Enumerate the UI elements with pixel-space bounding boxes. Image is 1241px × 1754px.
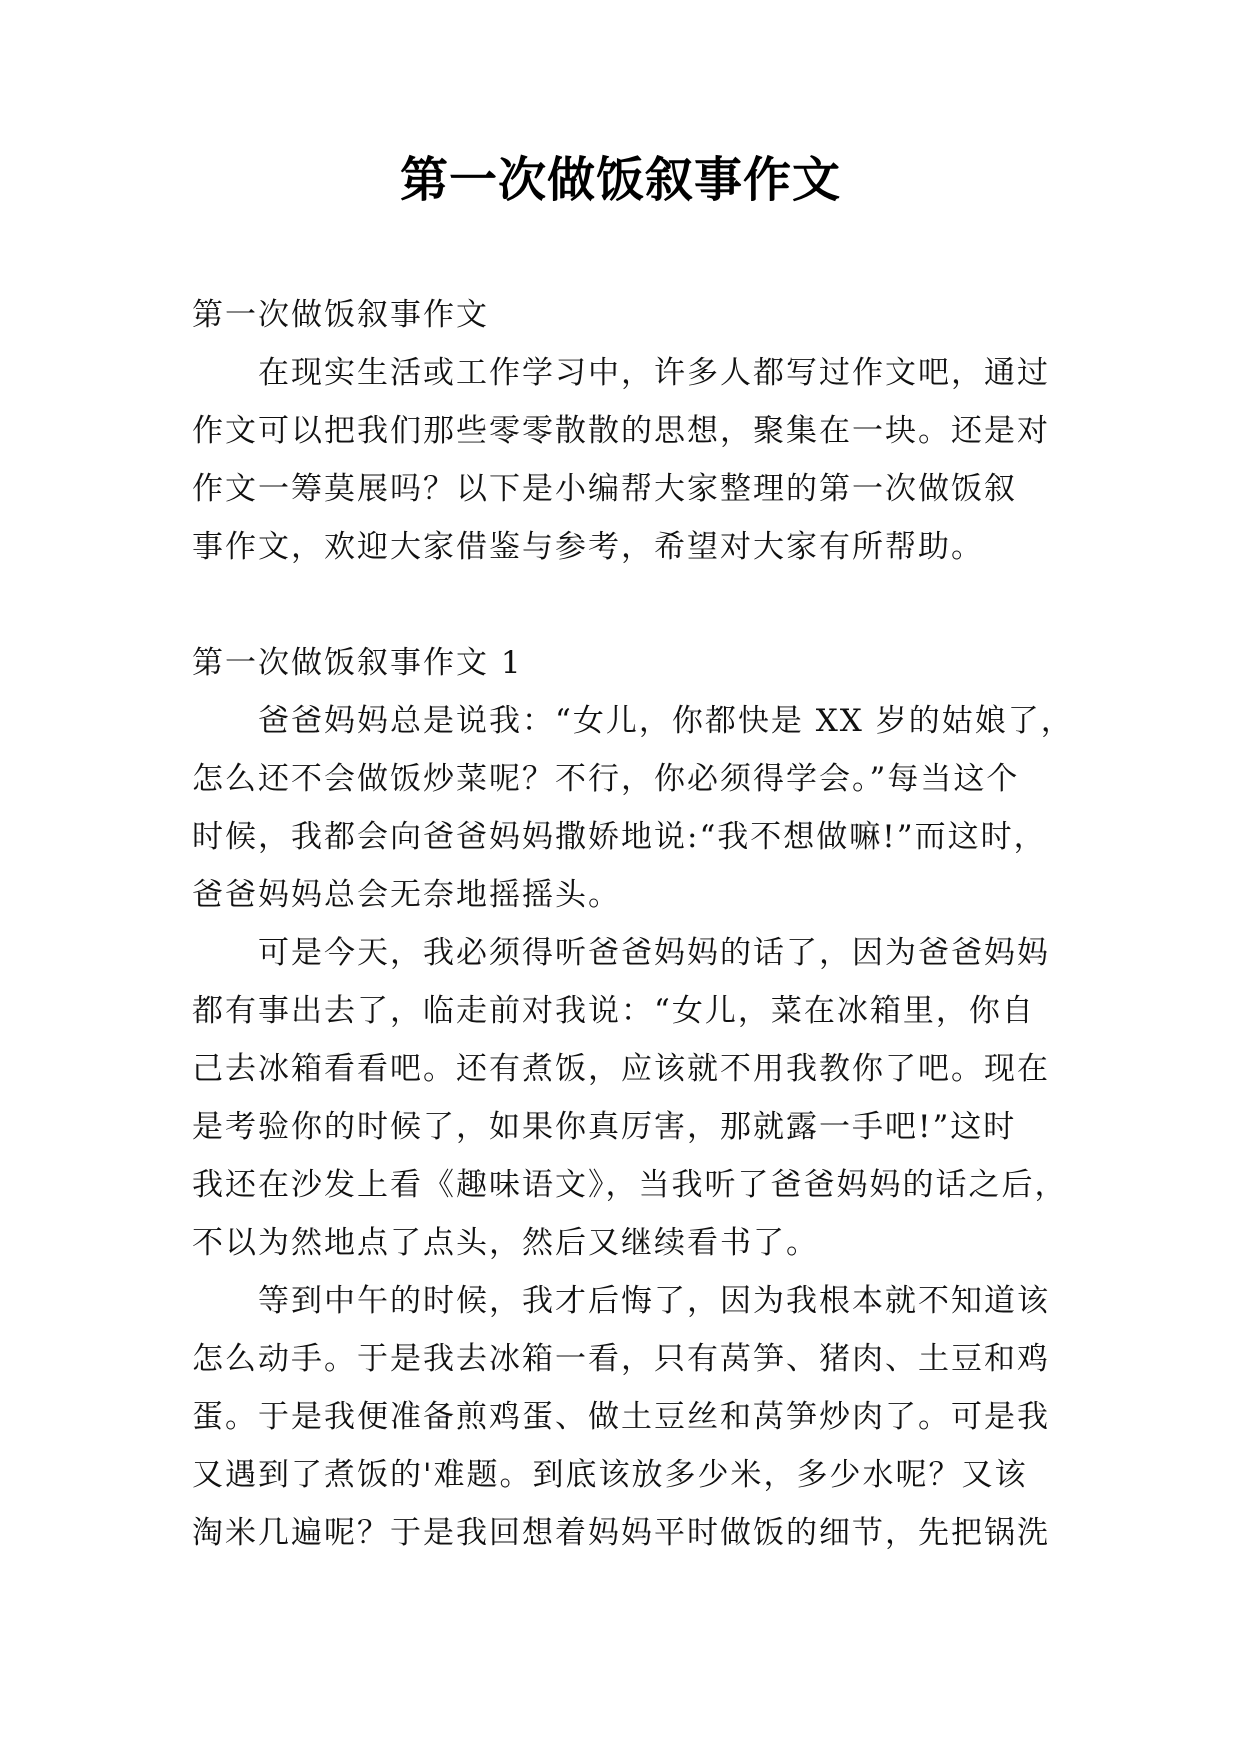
document-body — [192, 286, 1074, 1562]
paragraph-line: 我还在沙发上看《趣味语文》，当我听了爸爸妈妈的话之后， — [192, 1167, 1068, 1203]
paragraph-line: 都有事出去了，临走前对我说：“女儿，菜在冰箱里，你自 — [192, 993, 1035, 1029]
paragraph-line: 怎么动手。于是我去冰箱一看，只有莴笋、猪肉、土豆和鸡 — [192, 1341, 1050, 1377]
paragraph-line: 己去冰箱看看吧。还有煮饭，应该就不用我教你了吧。现在 — [192, 1051, 1050, 1087]
paragraph-line: 是考验你的时候了，如果你真厉害，那就露一手吧!”这时 — [192, 1109, 1017, 1145]
paragraph-line: 又遇到了煮饭的'难题。到底该放多少米，多少水呢？又该 — [192, 1457, 1028, 1493]
intro-line: 在现实生活或工作学习中，许多人都写过作文吧，通过 — [258, 355, 1050, 391]
intro-line: 事作文，欢迎大家借鉴与参考，希望对大家有所帮助。 — [192, 529, 984, 565]
paragraph-line: 不以为然地点了点头，然后又继续看书了。 — [192, 1225, 819, 1261]
paragraph-line: 爸爸妈妈总是说我：“女儿，你都快是 XX 岁的姑娘了， — [258, 703, 1074, 739]
essay-heading: 第一次做饭叙事作文 1 — [192, 645, 523, 681]
intro-line: 作文一筹莫展吗？以下是小编帮大家整理的第一次做饭叙 — [192, 471, 1017, 507]
paragraph-line: 可是今天，我必须得听爸爸妈妈的话了，因为爸爸妈妈 — [258, 935, 1050, 971]
paragraph-line: 等到中午的时候，我才后悔了，因为我根本就不知道该 — [258, 1283, 1050, 1319]
paragraph-line: 淘米几遍呢？于是我回想着妈妈平时做饭的细节，先把锅洗 — [192, 1515, 1050, 1551]
paragraph-line: 时候，我都会向爸爸妈妈撒娇地说:“我不想做嘛!”而这时， — [192, 819, 1047, 855]
document-title: 第一次做饭叙事作文 — [399, 152, 841, 208]
intro-line: 作文可以把我们那些零零散散的思想，聚集在一块。还是对 — [192, 413, 1050, 449]
paragraph-line: 蛋。于是我便准备煎鸡蛋、做土豆丝和莴笋炒肉了。可是我 — [192, 1399, 1050, 1435]
section-spacer — [192, 576, 1052, 634]
intro-heading: 第一次做饭叙事作文 — [192, 297, 489, 333]
paragraph-line: 怎么还不会做饭炒菜呢？不行，你必须得学会。”每当这个 — [192, 761, 1020, 797]
paragraph-line: 爸爸妈妈总会无奈地摇摇头。 — [192, 877, 621, 913]
